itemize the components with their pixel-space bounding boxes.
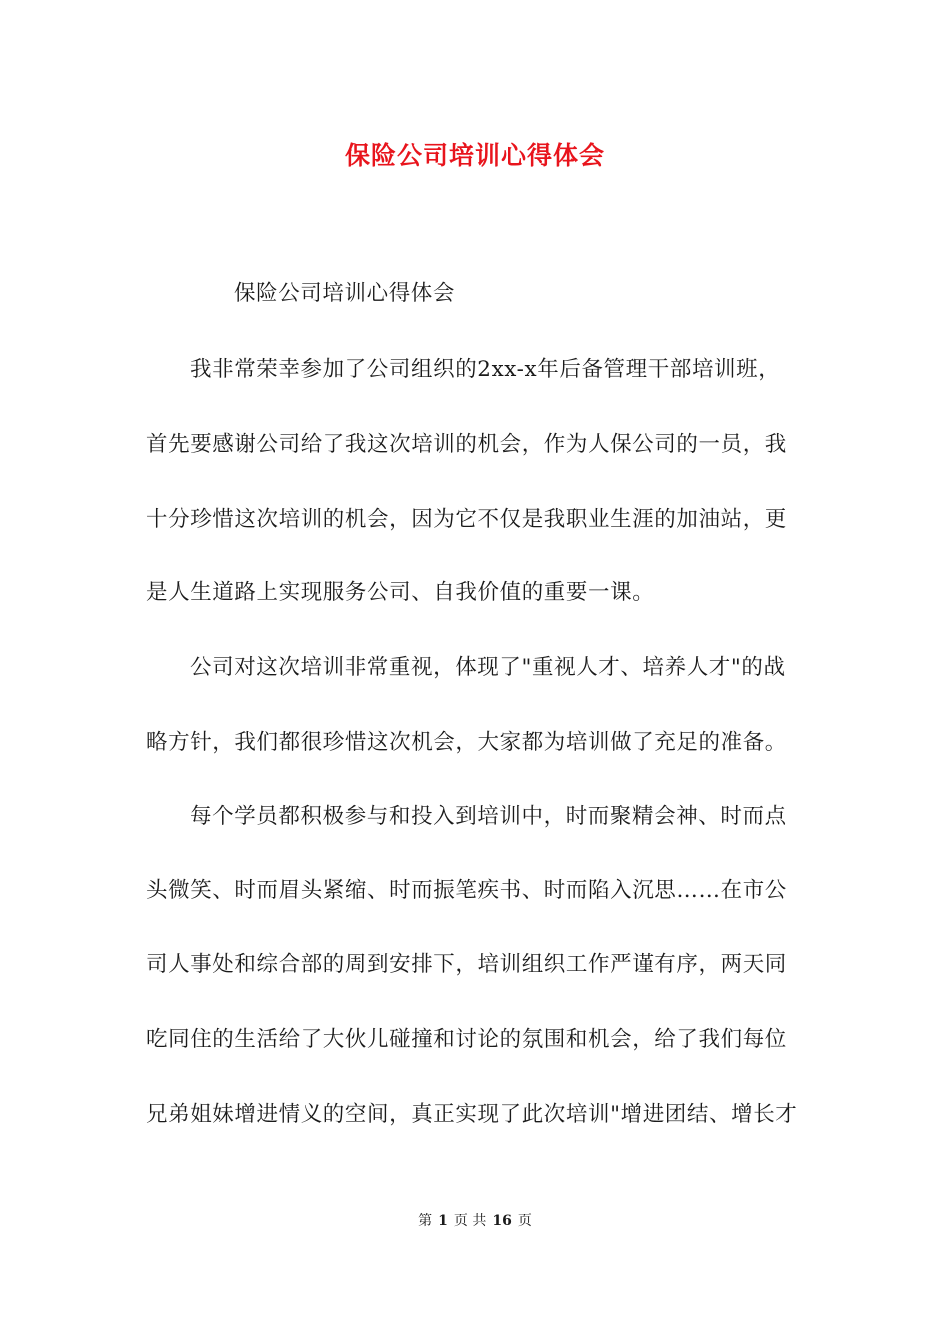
body-line: 略方针，我们都很珍惜这次机会，大家都为培训做了充足的准备。 (146, 730, 787, 755)
body-line: 司人事处和综合部的周到安排下，培训组织工作严谨有序，两天同 (146, 952, 787, 977)
body-line: 兄弟姐妹增进情义的空间，真正实现了此次培训"增进团结、增长才 (146, 1102, 798, 1127)
body-line: 公司对这次培训非常重视，体现了"重视人才、培养人才"的战 (190, 655, 786, 680)
current-page-number: 1 (438, 1213, 448, 1229)
body-line: 每个学员都积极参与和投入到培训中，时而聚精会神、时而点 (190, 804, 787, 829)
body-line: 头微笑、时而眉头紧缩、时而振笔疾书、时而陷入沉思……在市公 (146, 878, 787, 903)
document-title: 保险公司培训心得体会 (344, 141, 605, 170)
body-subtitle-line: 保险公司培训心得体会 (234, 281, 456, 306)
footer-prefix: 第 (418, 1213, 433, 1229)
body-line: 吃同住的生活给了大伙儿碰撞和讨论的氛围和机会，给了我们每位 (146, 1027, 787, 1052)
footer-suffix: 页 (517, 1213, 532, 1229)
body-line: 首先要感谢公司给了我这次培训的机会，作为人保公司的一员，我 (146, 432, 787, 457)
body-line: 十分珍惜这次培训的机会，因为它不仅是我职业生涯的加油站，更 (146, 507, 787, 532)
footer-middle: 页 共 (453, 1213, 487, 1229)
body-line: 是人生道路上实现服务公司、自我价值的重要一课。 (146, 580, 655, 605)
body-line: 我非常荣幸参加了公司组织的2xx-x年后备管理干部培训班， (190, 357, 781, 382)
total-pages-number: 16 (492, 1213, 512, 1229)
page-footer (0, 1210, 950, 1230)
